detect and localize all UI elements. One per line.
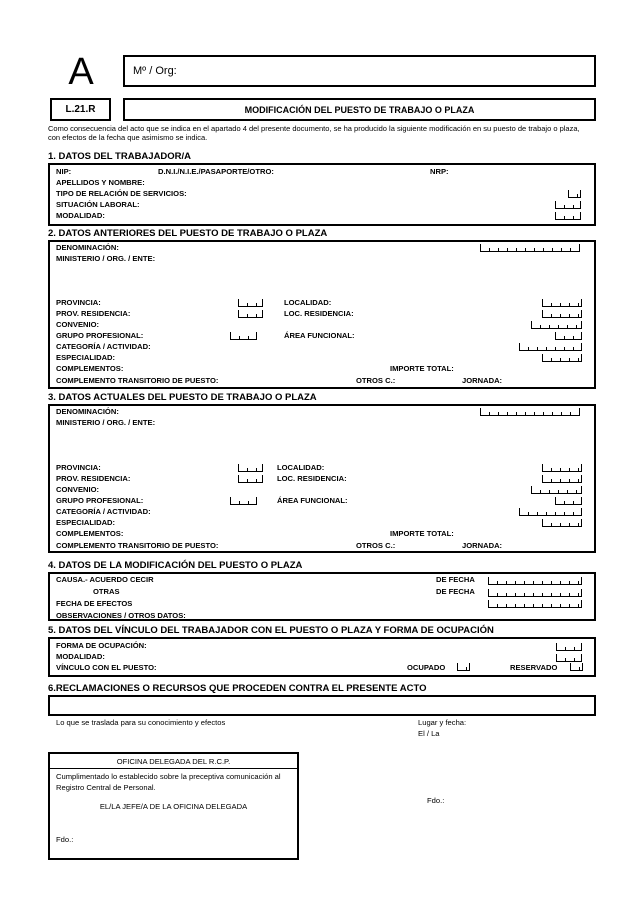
- localidad-box[interactable]: [542, 464, 582, 472]
- section-4-title: 4. DATOS DE LA MODIFICACIÓN DEL PUESTO O PLAZA: [48, 560, 303, 571]
- complementos-label: COMPLEMENTOS:: [56, 529, 124, 538]
- dni-label: D.N.I./N.I.E./PASAPORTE/OTRO:: [158, 167, 274, 176]
- fdo-left-label: Fdo.:: [56, 835, 74, 844]
- especialidad-label: ESPECIALIDAD:: [56, 353, 116, 362]
- tipo-label: TIPO DE RELACIÓN DE SERVICIOS:: [56, 189, 187, 198]
- de-fecha-1-label: DE FECHA: [436, 575, 475, 584]
- form-code-box: [50, 98, 111, 121]
- importe-label: IMPORTE TOTAL:: [390, 364, 454, 373]
- section-1-box: [48, 163, 596, 226]
- section-1-title: 1. DATOS DEL TRABAJADOR/A: [48, 151, 192, 162]
- convenio-label: CONVENIO:: [56, 485, 100, 494]
- convenio-label: CONVENIO:: [56, 320, 100, 329]
- jornada-label: JORNADA:: [462, 376, 503, 385]
- vinculo-label: VÍNCULO CON EL PUESTO:: [56, 663, 157, 672]
- fecha-cecir-box[interactable]: [488, 577, 582, 585]
- loc-res-label: LOC. RESIDENCIA:: [277, 474, 347, 483]
- modalidad-box[interactable]: [555, 212, 581, 220]
- denominacion-box[interactable]: [480, 408, 580, 416]
- transitorio-label: COMPLEMENTO TRANSITORIO DE PUESTO:: [56, 541, 219, 550]
- denominacion-box[interactable]: [480, 244, 580, 252]
- oficina-divider: [50, 768, 297, 769]
- prov-res-label: PROV. RESIDENCIA:: [56, 309, 131, 318]
- grupo-box[interactable]: [230, 332, 257, 340]
- prov-res-box[interactable]: [238, 475, 263, 483]
- form-title: MODIFICACIÓN DEL PUESTO DE TRABAJO O PLAZA: [244, 105, 475, 115]
- otros-label: OTROS C.:: [356, 541, 396, 550]
- forma-box[interactable]: [556, 643, 582, 651]
- org-label: Mº / Org:: [133, 65, 177, 77]
- loc-res-box[interactable]: [542, 475, 582, 483]
- categoria-box[interactable]: [519, 508, 582, 516]
- situacion-label: SITUACIÓN LABORAL:: [56, 200, 140, 209]
- modalidad-label: MODALIDAD:: [56, 211, 105, 220]
- ocupado-checkbox[interactable]: [457, 663, 470, 671]
- categoria-label: CATEGORÍA / ACTIVIDAD:: [56, 342, 151, 351]
- provincia-box[interactable]: [238, 464, 263, 472]
- fecha-otras-box[interactable]: [488, 589, 582, 597]
- localidad-label: LOCALIDAD:: [277, 463, 325, 472]
- loc-res-label: LOC. RESIDENCIA:: [284, 309, 354, 318]
- localidad-box[interactable]: [542, 299, 582, 307]
- tipo-box[interactable]: [568, 190, 581, 198]
- ministerio-label: MINISTERIO / ORG. / ENTE:: [56, 418, 156, 427]
- section-4-box: [48, 572, 596, 621]
- lugar-fecha-label: Lugar y fecha:: [418, 718, 467, 727]
- localidad-label: LOCALIDAD:: [284, 298, 332, 307]
- forma-label: FORMA DE OCUPACIÓN:: [56, 641, 147, 650]
- fecha-efectos-label: FECHA DE EFECTOS: [56, 599, 133, 608]
- cumplimentado-text: Cumplimentado lo establecido sobre la preceptiva comunicación al Registro Central de Personal.: [56, 772, 281, 792]
- observaciones-label: OBSERVACIONES / OTROS DATOS:: [56, 611, 186, 620]
- section-3-box: [48, 404, 596, 553]
- nrp-label: NRP:: [430, 167, 449, 176]
- especialidad-box[interactable]: [542, 354, 582, 362]
- modalidad-label: MODALIDAD:: [56, 652, 105, 661]
- convenio-box[interactable]: [531, 321, 582, 329]
- categoria-label: CATEGORÍA / ACTIVIDAD:: [56, 507, 151, 516]
- fecha-efectos-box[interactable]: [488, 600, 582, 608]
- jefe-text: EL/LA JEFE/A DE LA OFICINA DELEGADA: [99, 802, 248, 811]
- provincia-label: PROVINCIA:: [56, 298, 101, 307]
- fdo-right-label: Fdo.:: [427, 796, 445, 805]
- section-6-title: 6.RECLAMACIONES O RECURSOS QUE PROCEDEN CONTRA EL PRESENTE ACTO: [48, 683, 427, 694]
- org-field[interactable]: [123, 55, 596, 87]
- situacion-box[interactable]: [555, 201, 581, 209]
- complementos-label: COMPLEMENTOS:: [56, 364, 124, 373]
- grupo-box[interactable]: [230, 497, 257, 505]
- grupo-label: GRUPO PROFESIONAL:: [56, 331, 144, 340]
- loc-res-box[interactable]: [542, 310, 582, 318]
- ocupado-label: OCUPADO: [407, 663, 446, 672]
- otros-label: OTROS C.:: [356, 376, 396, 385]
- especialidad-label: ESPECIALIDAD:: [56, 518, 116, 527]
- modalidad-box[interactable]: [556, 654, 582, 662]
- section-2-box: [48, 240, 596, 389]
- reservado-label: RESERVADO: [510, 663, 558, 672]
- jornada-label: JORNADA:: [462, 541, 503, 550]
- denominacion-label: DENOMINACIÓN:: [56, 407, 119, 416]
- prov-res-label: PROV. RESIDENCIA:: [56, 474, 131, 483]
- section-2-title: 2. DATOS ANTERIORES DEL PUESTO DE TRABAJO O PLAZA: [48, 228, 328, 239]
- nip-label: NIP:: [56, 167, 72, 176]
- categoria-box[interactable]: [519, 343, 582, 351]
- importe-label: IMPORTE TOTAL:: [390, 529, 454, 538]
- causa-label: CAUSA.- ACUERDO CECIR: [56, 575, 154, 584]
- section-3-title: 3. DATOS ACTUALES DEL PUESTO DE TRABAJO O PLAZA: [48, 392, 317, 403]
- transitorio-label: COMPLEMENTO TRANSITORIO DE PUESTO:: [56, 376, 219, 385]
- area-box[interactable]: [555, 332, 582, 340]
- form-letter: A: [68, 51, 94, 93]
- de-fecha-2-label: DE FECHA: [436, 587, 475, 596]
- provincia-label: PROVINCIA:: [56, 463, 101, 472]
- el-la-label: El / La: [418, 729, 440, 738]
- section-5-box: [48, 637, 596, 677]
- convenio-box[interactable]: [531, 486, 582, 494]
- denominacion-label: DENOMINACIÓN:: [56, 243, 119, 252]
- intro-text: Como consecuencia del acto que se indica en el apartado 4 del presente documento, se ha producido la siguiente modificación en su puesto de trabajo o plaza, con efectos de la fecha que asimismo se indica.: [48, 124, 580, 142]
- area-box[interactable]: [555, 497, 582, 505]
- provincia-box[interactable]: [238, 299, 263, 307]
- oficina-title: OFICINA DELEGADA DEL R.C.P.: [116, 757, 231, 766]
- apellidos-label: APELLIDOS Y NOMBRE:: [56, 178, 145, 187]
- prov-res-box[interactable]: [238, 310, 263, 318]
- ministerio-label: MINISTERIO / ORG. / ENTE:: [56, 254, 156, 263]
- otras-label: OTRAS: [93, 587, 120, 596]
- traslada-text: Lo que se traslada para su conocimiento y efectos: [56, 718, 226, 727]
- form-code: L.21.R: [65, 104, 96, 115]
- section-5-title: 5. DATOS DEL VÍNCULO DEL TRABAJADOR CON EL PUESTO O PLAZA Y FORMA DE OCUPACIÓN: [48, 625, 494, 636]
- area-label: ÁREA FUNCIONAL:: [284, 331, 355, 340]
- area-label: ÁREA FUNCIONAL:: [277, 496, 348, 505]
- grupo-label: GRUPO PROFESIONAL:: [56, 496, 144, 505]
- form-title-box: [123, 98, 596, 121]
- especialidad-box[interactable]: [542, 519, 582, 527]
- section-6-box[interactable]: [48, 695, 596, 716]
- reservado-checkbox[interactable]: [570, 663, 583, 671]
- oficina-box: [48, 752, 299, 860]
